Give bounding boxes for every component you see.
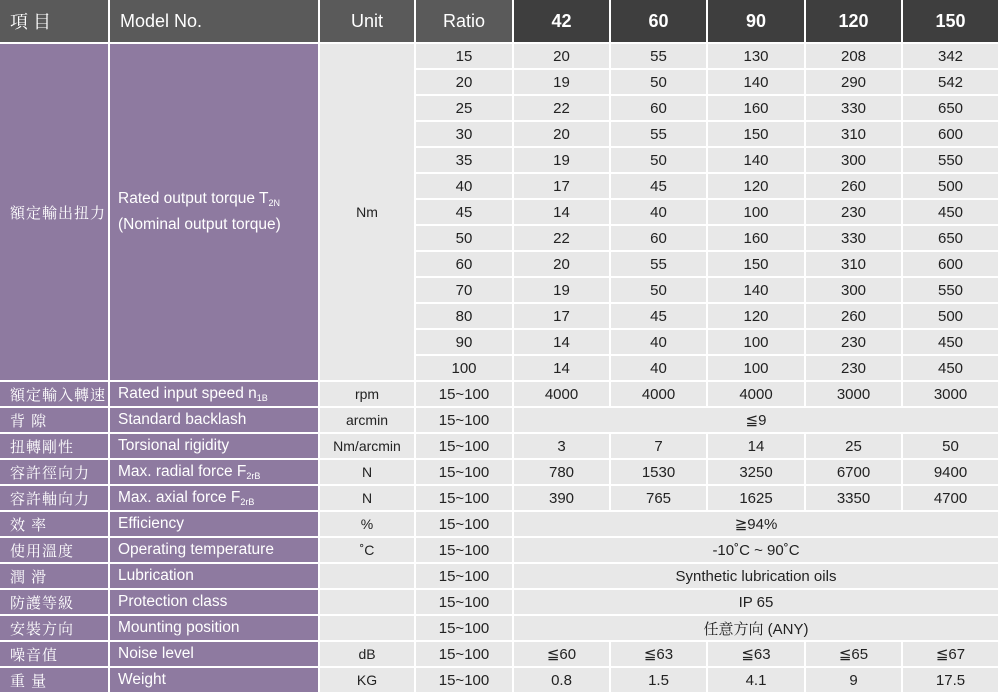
ratio-cell: 15~100 (416, 590, 514, 616)
spec-label-en (110, 616, 320, 642)
spec-row (0, 564, 1000, 590)
ratio-cell: 15~100 (416, 434, 514, 460)
value-cell: 230 (806, 200, 903, 226)
value-cell: 4700 (903, 486, 1000, 512)
spec-label-zh: 效 率 (0, 512, 110, 538)
value-cell: 19 (514, 70, 611, 96)
spec-unit: N (320, 486, 416, 512)
value-cell: 19 (514, 278, 611, 304)
value-cell: 330 (806, 96, 903, 122)
spec-label-zh: 背 隙 (0, 408, 110, 434)
value-cell: 130 (708, 44, 806, 70)
spec-label-subscript: 2rB (240, 497, 255, 507)
spec-label-en (110, 434, 320, 460)
spec-unit (320, 590, 416, 616)
value-cell: 60 (611, 96, 708, 122)
value-cell: 40 (611, 356, 708, 382)
spec-label-en (110, 642, 320, 668)
value-cell: 300 (806, 278, 903, 304)
spec-label-en-text: Mounting position (118, 619, 240, 636)
header-size: 150 (903, 0, 1000, 44)
value-cell: 25 (806, 434, 903, 460)
spec-row (0, 642, 1000, 668)
ratio-cell: 15~100 (416, 512, 514, 538)
value-cell: 120 (708, 174, 806, 200)
value-cell: 310 (806, 252, 903, 278)
spec-unit: ˚C (320, 538, 416, 564)
spec-row (0, 434, 1000, 460)
value-cell: 60 (611, 226, 708, 252)
spec-label-en-text: Noise level (118, 645, 194, 662)
value-cell: 1530 (611, 460, 708, 486)
value-cell: 550 (903, 148, 1000, 174)
spec-unit: rpm (320, 382, 416, 408)
value-cell: ≦63 (611, 642, 708, 668)
value-cell: 45 (611, 174, 708, 200)
spec-label-zh: 容許徑向力 (0, 460, 110, 486)
spec-label-en (110, 460, 320, 486)
spec-row (0, 590, 1000, 616)
value-cell: 542 (903, 70, 1000, 96)
ratio-cell: 90 (416, 330, 514, 356)
spec-label-en (110, 590, 320, 616)
value-cell: ≦60 (514, 642, 611, 668)
value-cell: 450 (903, 200, 1000, 226)
spec-label-zh: 潤 滑 (0, 564, 110, 590)
ratio-cell: 15~100 (416, 460, 514, 486)
spec-row (0, 382, 1000, 408)
value-cell: 4000 (611, 382, 708, 408)
merged-value-cell: -10˚C ~ 90˚C (514, 538, 1000, 564)
spec-label-en-text: Max. axial force F (118, 489, 241, 506)
merged-value-cell: IP 65 (514, 590, 1000, 616)
value-cell: 500 (903, 304, 1000, 330)
ratio-cell: 15~100 (416, 668, 514, 694)
value-cell: 50 (903, 434, 1000, 460)
header-item: 項 目 (0, 0, 110, 44)
ratio-cell: 40 (416, 174, 514, 200)
value-cell: 600 (903, 252, 1000, 278)
value-cell: 140 (708, 278, 806, 304)
ratio-cell: 100 (416, 356, 514, 382)
spec-label-subscript: 2rB (246, 471, 261, 481)
spec-row (0, 616, 1000, 642)
value-cell: 450 (903, 356, 1000, 382)
value-cell: 208 (806, 44, 903, 70)
spec-label-zh: 安裝方向 (0, 616, 110, 642)
value-cell: 150 (708, 252, 806, 278)
ratio-cell: 60 (416, 252, 514, 278)
value-cell: 500 (903, 174, 1000, 200)
value-cell: 20 (514, 122, 611, 148)
value-cell: 3000 (806, 382, 903, 408)
value-cell: 140 (708, 148, 806, 174)
ratio-cell: 15~100 (416, 564, 514, 590)
ratio-cell: 70 (416, 278, 514, 304)
value-cell: 650 (903, 226, 1000, 252)
merged-value-cell: ≦9 (514, 408, 1000, 434)
value-cell: 3000 (903, 382, 1000, 408)
value-cell: 6700 (806, 460, 903, 486)
value-cell: 230 (806, 356, 903, 382)
header-size: 42 (514, 0, 611, 44)
spec-label-en (110, 486, 320, 512)
value-cell: 300 (806, 148, 903, 174)
spec-label-zh: 扭轉剛性 (0, 434, 110, 460)
value-cell: 600 (903, 122, 1000, 148)
value-cell: ≦65 (806, 642, 903, 668)
value-cell: 342 (903, 44, 1000, 70)
value-cell: 330 (806, 226, 903, 252)
torque-row (0, 44, 1000, 70)
ratio-cell: 15~100 (416, 538, 514, 564)
ratio-cell: 15~100 (416, 408, 514, 434)
spec-label-zh: 容許軸向力 (0, 486, 110, 512)
spec-label-en (110, 538, 320, 564)
spec-label-en (110, 564, 320, 590)
spec-label-en-text: Standard backlash (118, 411, 247, 428)
ratio-cell: 15~100 (416, 616, 514, 642)
value-cell: 160 (708, 96, 806, 122)
ratio-cell: 15~100 (416, 642, 514, 668)
value-cell: 3 (514, 434, 611, 460)
value-cell: 45 (611, 304, 708, 330)
value-cell: 55 (611, 122, 708, 148)
value-cell: 230 (806, 330, 903, 356)
value-cell: 290 (806, 70, 903, 96)
ratio-cell: 30 (416, 122, 514, 148)
value-cell: 100 (708, 200, 806, 226)
header-size: 120 (806, 0, 903, 44)
spec-row (0, 668, 1000, 694)
value-cell: 390 (514, 486, 611, 512)
value-cell: 20 (514, 252, 611, 278)
spec-unit: Nm/arcmin (320, 434, 416, 460)
ratio-cell: 20 (416, 70, 514, 96)
ratio-cell: 15 (416, 44, 514, 70)
value-cell: ≦63 (708, 642, 806, 668)
value-cell: 100 (708, 330, 806, 356)
value-cell: 1.5 (611, 668, 708, 694)
spec-label-en (110, 408, 320, 434)
value-cell: 0.8 (514, 668, 611, 694)
value-cell: 140 (708, 70, 806, 96)
value-cell: ≦67 (903, 642, 1000, 668)
value-cell: 450 (903, 330, 1000, 356)
torque-label-line2: (Nominal output torque) (118, 216, 281, 233)
value-cell: 55 (611, 252, 708, 278)
ratio-cell: 35 (416, 148, 514, 174)
spec-unit: % (320, 512, 416, 538)
value-cell: 260 (806, 304, 903, 330)
header-size: 90 (708, 0, 806, 44)
value-cell: 50 (611, 70, 708, 96)
spec-label-en-text: Rated input speed n (118, 385, 257, 402)
ratio-cell: 45 (416, 200, 514, 226)
value-cell: 150 (708, 122, 806, 148)
value-cell: 40 (611, 200, 708, 226)
spec-row (0, 486, 1000, 512)
spec-label-zh: 防護等級 (0, 590, 110, 616)
spec-label-en-text: Weight (118, 671, 166, 688)
spec-row (0, 512, 1000, 538)
header-row (0, 0, 1000, 44)
value-cell: 4000 (708, 382, 806, 408)
torque-label-line1: Rated output torque T (118, 190, 269, 207)
value-cell: 780 (514, 460, 611, 486)
value-cell: 22 (514, 96, 611, 122)
value-cell: 14 (514, 200, 611, 226)
spec-label-en (110, 382, 320, 408)
value-cell: 120 (708, 304, 806, 330)
torque-label-en (110, 44, 320, 382)
ratio-cell: 80 (416, 304, 514, 330)
value-cell: 9400 (903, 460, 1000, 486)
spec-label-en-text: Efficiency (118, 515, 185, 532)
value-cell: 19 (514, 148, 611, 174)
spec-label-zh: 使用溫度 (0, 538, 110, 564)
value-cell: 55 (611, 44, 708, 70)
spec-label-en (110, 668, 320, 694)
value-cell: 310 (806, 122, 903, 148)
torque-label-wrap (118, 188, 318, 236)
spec-unit: arcmin (320, 408, 416, 434)
spec-label-en-text: Operating temperature (118, 541, 274, 558)
ratio-cell: 15~100 (416, 382, 514, 408)
value-cell: 40 (611, 330, 708, 356)
value-cell: 17 (514, 174, 611, 200)
value-cell: 14 (708, 434, 806, 460)
value-cell: 4000 (514, 382, 611, 408)
spec-label-en-text: Torsional rigidity (118, 437, 230, 454)
spec-row (0, 538, 1000, 564)
value-cell: 3350 (806, 486, 903, 512)
header-unit: Unit (320, 0, 416, 44)
spec-label-zh: 重 量 (0, 668, 110, 694)
spec-label-en (110, 512, 320, 538)
value-cell: 550 (903, 278, 1000, 304)
spec-row (0, 408, 1000, 434)
value-cell: 4.1 (708, 668, 806, 694)
ratio-cell: 15~100 (416, 486, 514, 512)
merged-value-cell: Synthetic lubrication oils (514, 564, 1000, 590)
spec-unit: KG (320, 668, 416, 694)
spec-unit: dB (320, 642, 416, 668)
spec-label-en-text: Max. radial force F (118, 463, 247, 480)
spec-label-zh: 額定輸入轉速 (0, 382, 110, 408)
value-cell: 765 (611, 486, 708, 512)
value-cell: 50 (611, 148, 708, 174)
value-cell: 22 (514, 226, 611, 252)
header-size: 60 (611, 0, 708, 44)
value-cell: 17.5 (903, 668, 1000, 694)
value-cell: 260 (806, 174, 903, 200)
value-cell: 20 (514, 44, 611, 70)
torque-label-subscript: 2N (268, 198, 281, 208)
value-cell: 14 (514, 356, 611, 382)
value-cell: 100 (708, 356, 806, 382)
spec-label-zh: 噪音值 (0, 642, 110, 668)
spec-label-subscript: 1B (256, 393, 268, 403)
value-cell: 50 (611, 278, 708, 304)
spec-label-en-text: Protection class (118, 593, 228, 610)
spec-unit (320, 564, 416, 590)
ratio-cell: 50 (416, 226, 514, 252)
value-cell: 7 (611, 434, 708, 460)
torque-unit: Nm (320, 44, 416, 382)
value-cell: 9 (806, 668, 903, 694)
torque-label-zh: 額定輸出扭力 (0, 44, 110, 382)
spec-unit: N (320, 460, 416, 486)
value-cell: 650 (903, 96, 1000, 122)
value-cell: 14 (514, 330, 611, 356)
spec-label-en-text: Lubrication (118, 567, 194, 584)
merged-value-cell: 任意方向 (ANY) (514, 616, 1000, 642)
spec-row (0, 460, 1000, 486)
ratio-cell: 25 (416, 96, 514, 122)
spec-unit (320, 616, 416, 642)
value-cell: 3250 (708, 460, 806, 486)
value-cell: 1625 (708, 486, 806, 512)
header-model: Model No. (110, 0, 320, 44)
value-cell: 17 (514, 304, 611, 330)
merged-value-cell: ≧94% (514, 512, 1000, 538)
value-cell: 160 (708, 226, 806, 252)
header-ratio: Ratio (416, 0, 514, 44)
